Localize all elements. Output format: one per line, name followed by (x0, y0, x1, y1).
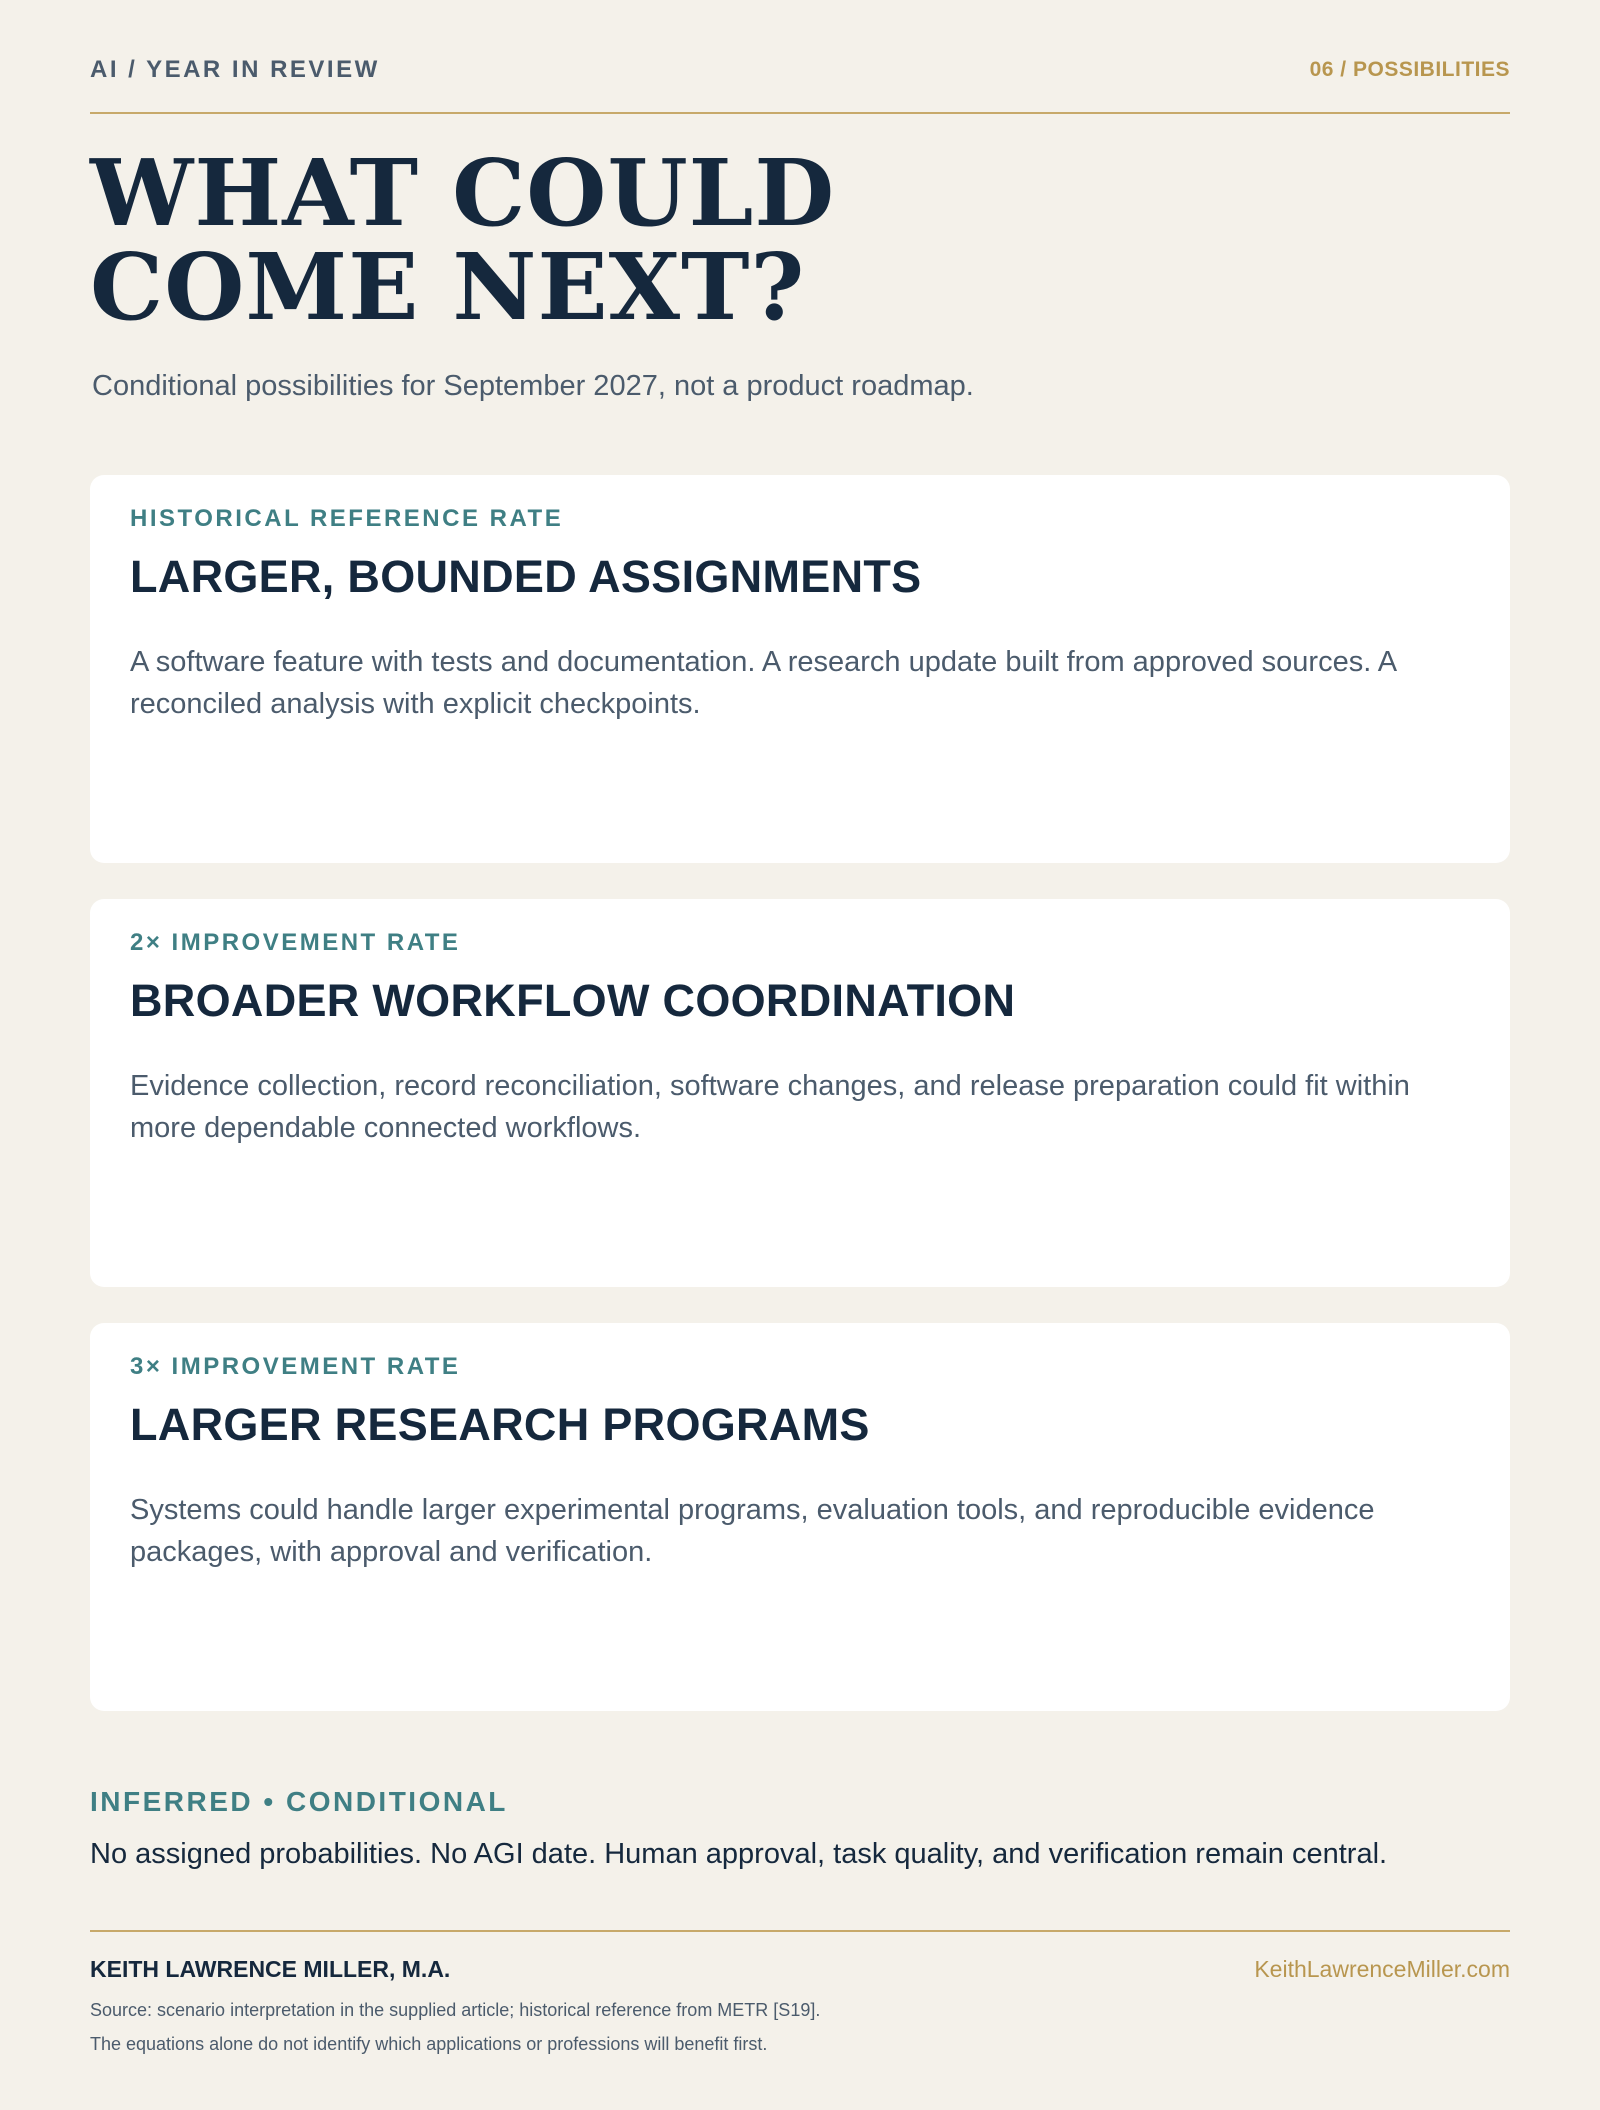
website-link[interactable]: KeithLawrenceMiller.com (1254, 1956, 1510, 1982)
card-body: A software feature with tests and documentation. A research update built from approved sources. A reconciled analysis with explicit checkpoints. (130, 646, 1396, 720)
card-title: BROADER WORKFLOW COORDINATION (130, 975, 1016, 1026)
card-title: LARGER RESEARCH PROGRAMS (130, 1399, 870, 1450)
section-label: 06 / POSSIBILITIES (1309, 58, 1510, 81)
footer-divider (90, 1930, 1510, 1932)
author-name: KEITH LAWRENCE MILLER, M.A. (90, 1956, 451, 1982)
scenario-card-3x (90, 1323, 1510, 1711)
title-line-2: COME NEXT? (90, 233, 806, 341)
note-kicker: INFERRED • CONDITIONAL (90, 1786, 508, 1817)
scenario-card-historical (90, 475, 1510, 863)
card-body: Systems could handle larger experimental programs, evaluation tools, and reproducible evidence packages, with approval and verification. (130, 1494, 1375, 1568)
scenario-card-2x (90, 899, 1510, 1287)
page (90, 0, 1510, 2110)
card-kicker: 2× IMPROVEMENT RATE (130, 929, 461, 956)
title-line-1: WHAT COULD (90, 139, 836, 247)
note-text: No assigned probabilities. No AGI date. Human approval, task quality, and verification remain central. (90, 1838, 1388, 1870)
page-subtitle: Conditional possibilities for September 2027, not a product roadmap. (92, 370, 974, 402)
source-note: The equations alone do not identify which applications or professions will benefit first. (90, 2034, 768, 2054)
card-kicker: HISTORICAL REFERENCE RATE (130, 505, 564, 532)
card-title: LARGER, BOUNDED ASSIGNMENTS (130, 551, 922, 602)
top-bar (90, 56, 1510, 114)
series-kicker: AI / YEAR IN REVIEW (90, 56, 380, 83)
card-kicker: 3× IMPROVEMENT RATE (130, 1353, 461, 1380)
source-note: Source: scenario interpretation in the supplied article; historical reference from METR [S19]. (90, 2000, 821, 2020)
page-title (90, 139, 1290, 341)
card-body: Evidence collection, record reconciliation, software changes, and release preparation could fit within more dependable connected workflows. (130, 1070, 1410, 1144)
